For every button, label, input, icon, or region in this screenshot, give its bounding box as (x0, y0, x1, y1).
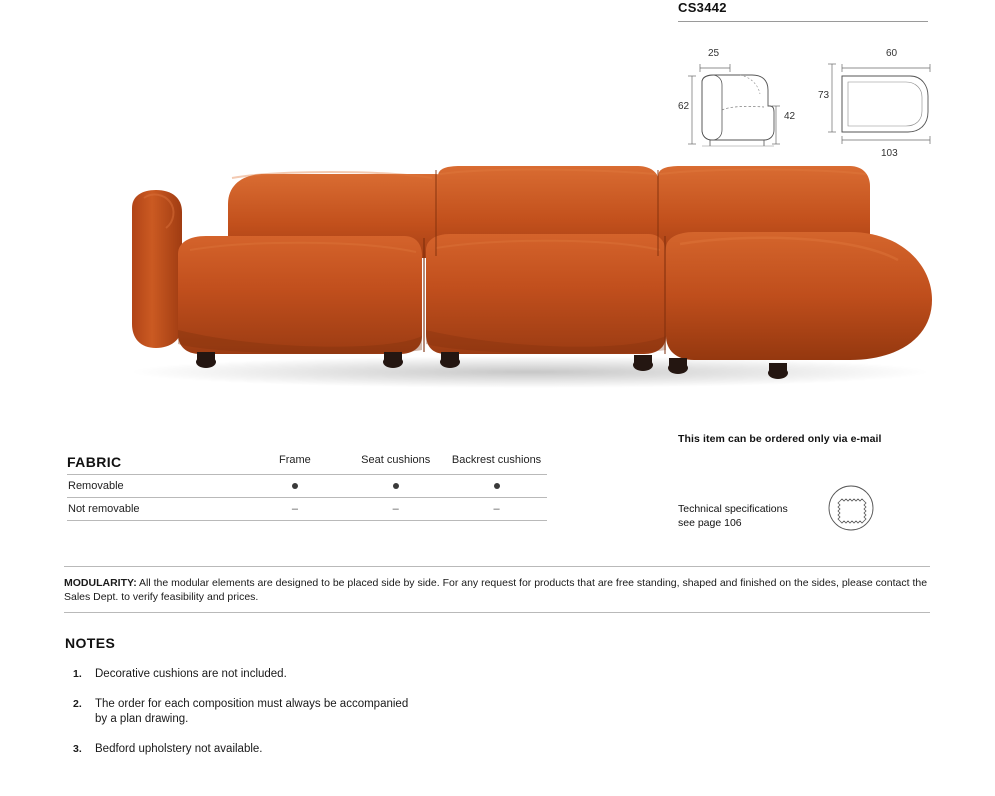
list-item (73, 667, 413, 683)
modularity-divider-top (64, 566, 930, 567)
modularity-text: All the modular elements are designed to be placed side by side. For any request for products that are free standing, shaped and finished on the sides, please contact the Sales Dept. to verify feasibility and prices. (64, 577, 928, 603)
fabric-cell-notremovable-seat (345, 498, 446, 521)
note-text: The order for each composition must always be accompanied by a plan drawing. (95, 697, 409, 725)
fabric-cell-removable-frame (244, 475, 345, 498)
dimension-side-seat-height: 42 (784, 111, 796, 122)
note-text: Decorative cushions are not included. (95, 668, 287, 680)
dash-icon: – (291, 503, 298, 515)
product-code-block (678, 0, 928, 22)
side-elevation-drawing (678, 44, 798, 160)
dimension-plan-height: 73 (818, 90, 830, 101)
fabric-header-seat-cushions: Seat cushions (361, 454, 431, 466)
fabric-header-frame: Frame (278, 454, 311, 466)
plan-view-drawing (818, 44, 948, 160)
dimension-side-total-height: 62 (678, 101, 690, 112)
dimension-plan-depth: 60 (886, 48, 898, 59)
list-item (73, 697, 413, 728)
technical-spec-line-2: see page 106 (678, 517, 742, 529)
modularity-note (64, 576, 932, 604)
fabric-row-label-not-removable: Not removable (67, 498, 244, 521)
modularity-divider-bottom (64, 612, 930, 613)
fabric-table (67, 452, 547, 521)
fabric-section (67, 452, 547, 521)
fabric-row-label-removable: Removable (67, 475, 244, 498)
table-row (67, 475, 547, 498)
product-code: CS3442 (678, 0, 727, 15)
table-row (67, 498, 547, 521)
fabric-header-row (67, 452, 547, 475)
dash-icon: – (493, 503, 500, 515)
list-item (73, 742, 413, 758)
fabric-cell-notremovable-frame (244, 498, 345, 521)
email-order-note: This item can be ordered only via e-mail (678, 433, 882, 445)
sofa-illustration (60, 160, 940, 400)
modularity-label: MODULARITY: (64, 577, 137, 589)
fabric-cell-removable-backrest (446, 475, 547, 498)
fabric-swatch-icon (828, 485, 874, 531)
notes-list (73, 667, 413, 771)
filled-dot-icon (292, 483, 298, 489)
fabric-title: FABRIC (67, 454, 122, 470)
product-photo (60, 160, 940, 400)
dimension-side-top-width: 25 (708, 48, 720, 59)
note-number: 2. (73, 697, 82, 710)
fabric-cell-notremovable-backrest (446, 498, 547, 521)
dash-icon: – (392, 503, 399, 515)
technical-drawings (678, 44, 930, 160)
filled-dot-icon (494, 483, 500, 489)
fabric-cell-removable-seat (345, 475, 446, 498)
filled-dot-icon (393, 483, 399, 489)
fabric-header-backrest-cushions: Backrest cushions (451, 454, 542, 466)
note-number: 1. (73, 668, 82, 680)
note-text: Bedford upholstery not available. (95, 742, 263, 755)
technical-spec-line-1: Technical specifications (678, 503, 788, 515)
notes-title: NOTES (65, 635, 116, 651)
dimension-plan-width: 103 (881, 148, 898, 159)
code-divider (678, 21, 928, 22)
technical-specifications-reference (678, 502, 788, 530)
note-number: 3. (73, 742, 82, 755)
